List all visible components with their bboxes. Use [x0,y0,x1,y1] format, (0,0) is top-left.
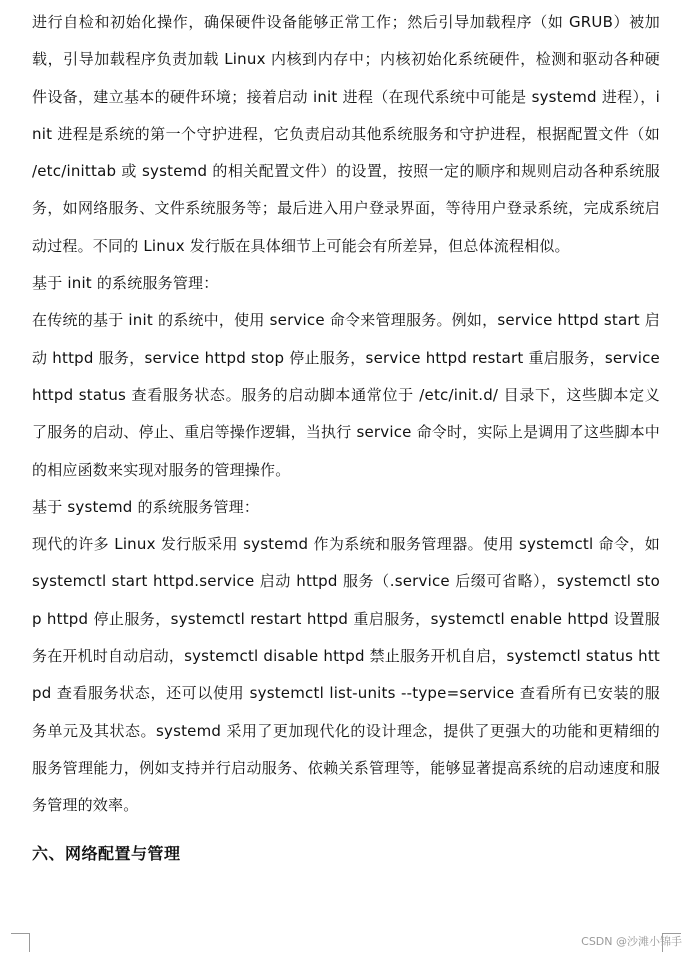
paragraph-systemd-service: 现代的许多 Linux 发行版采用 systemd 作为系统和服务管理器。使用 systemctl 命令，如 systemctl start httpd.service 启动 httpd 服务（.service 后缀可省略），systemctl stop httpd 停止服务，systemctl restart httpd 重启服务，systemctl enable httpd 设置服务在开机时自动启动，systemctl disable httpd 禁止服务开机自启，systemctl status httpd 查看服务状态，还可以使用 systemctl list-units --type=service 查看所有已安装的服务单元及其状态。systemd 采用了更加现代化的设计理念，提供了更强大的功能和更精细的服务管理能力，例如支持并行启动服务、依赖关系管理等，能够显著提高系统的启动速度和服务管理的效率。 [32,535,660,815]
document-body [32,4,660,866]
section-heading-network: 六、网络配置与管理 [32,843,181,863]
paragraph-boot-process: 进行自检和初始化操作，确保硬件设备能够正常工作；然后引导加载程序（如 GRUB）被加载，引导加载程序负责加载 Linux 内核到内存中；内核初始化系统硬件，检测和驱动各种硬件设备，建立基本的硬件环境；接着启动 init 进程（在现代系统中可能是 systemd 进程），init 进程是系统的第一个守护进程，它负责启动其他系统服务和守护进程，根据配置文件（如 /etc/inittab 或 systemd 的相关配置文件）的设置，按照一定的顺序和规则启动各种系统服务，如网络服务、文件系统服务等；最后进入用户登录界面，等待用户登录系统，完成系统启动过程。不同的 Linux 发行版在具体细节上可能会有所差异，但总体流程相似。 [32,13,660,255]
paragraph-init-heading: 基于 init 的系统服务管理： [32,274,219,293]
paragraph-init-service: 在传统的基于 init 的系统中，使用 service 命令来管理服务。例如，service httpd start 启动 httpd 服务，service httpd stop 停止服务，service httpd restart 重启服务，service httpd status 查看服务状态。服务的启动脚本通常位于 /etc/init.d/ 目录下，这些脚本定义了服务的启动、停止、重启等操作逻辑，当执行 service 命令时，实际上是调用了这些脚本中的相应函数来实现对服务的管理操作。 [32,311,660,479]
csdn-watermark: CSDN @沙滩小锦手 [581,935,682,948]
paragraph-systemd-heading: 基于 systemd 的系统服务管理： [32,497,260,516]
corner-mark-bottom-left [11,933,30,952]
